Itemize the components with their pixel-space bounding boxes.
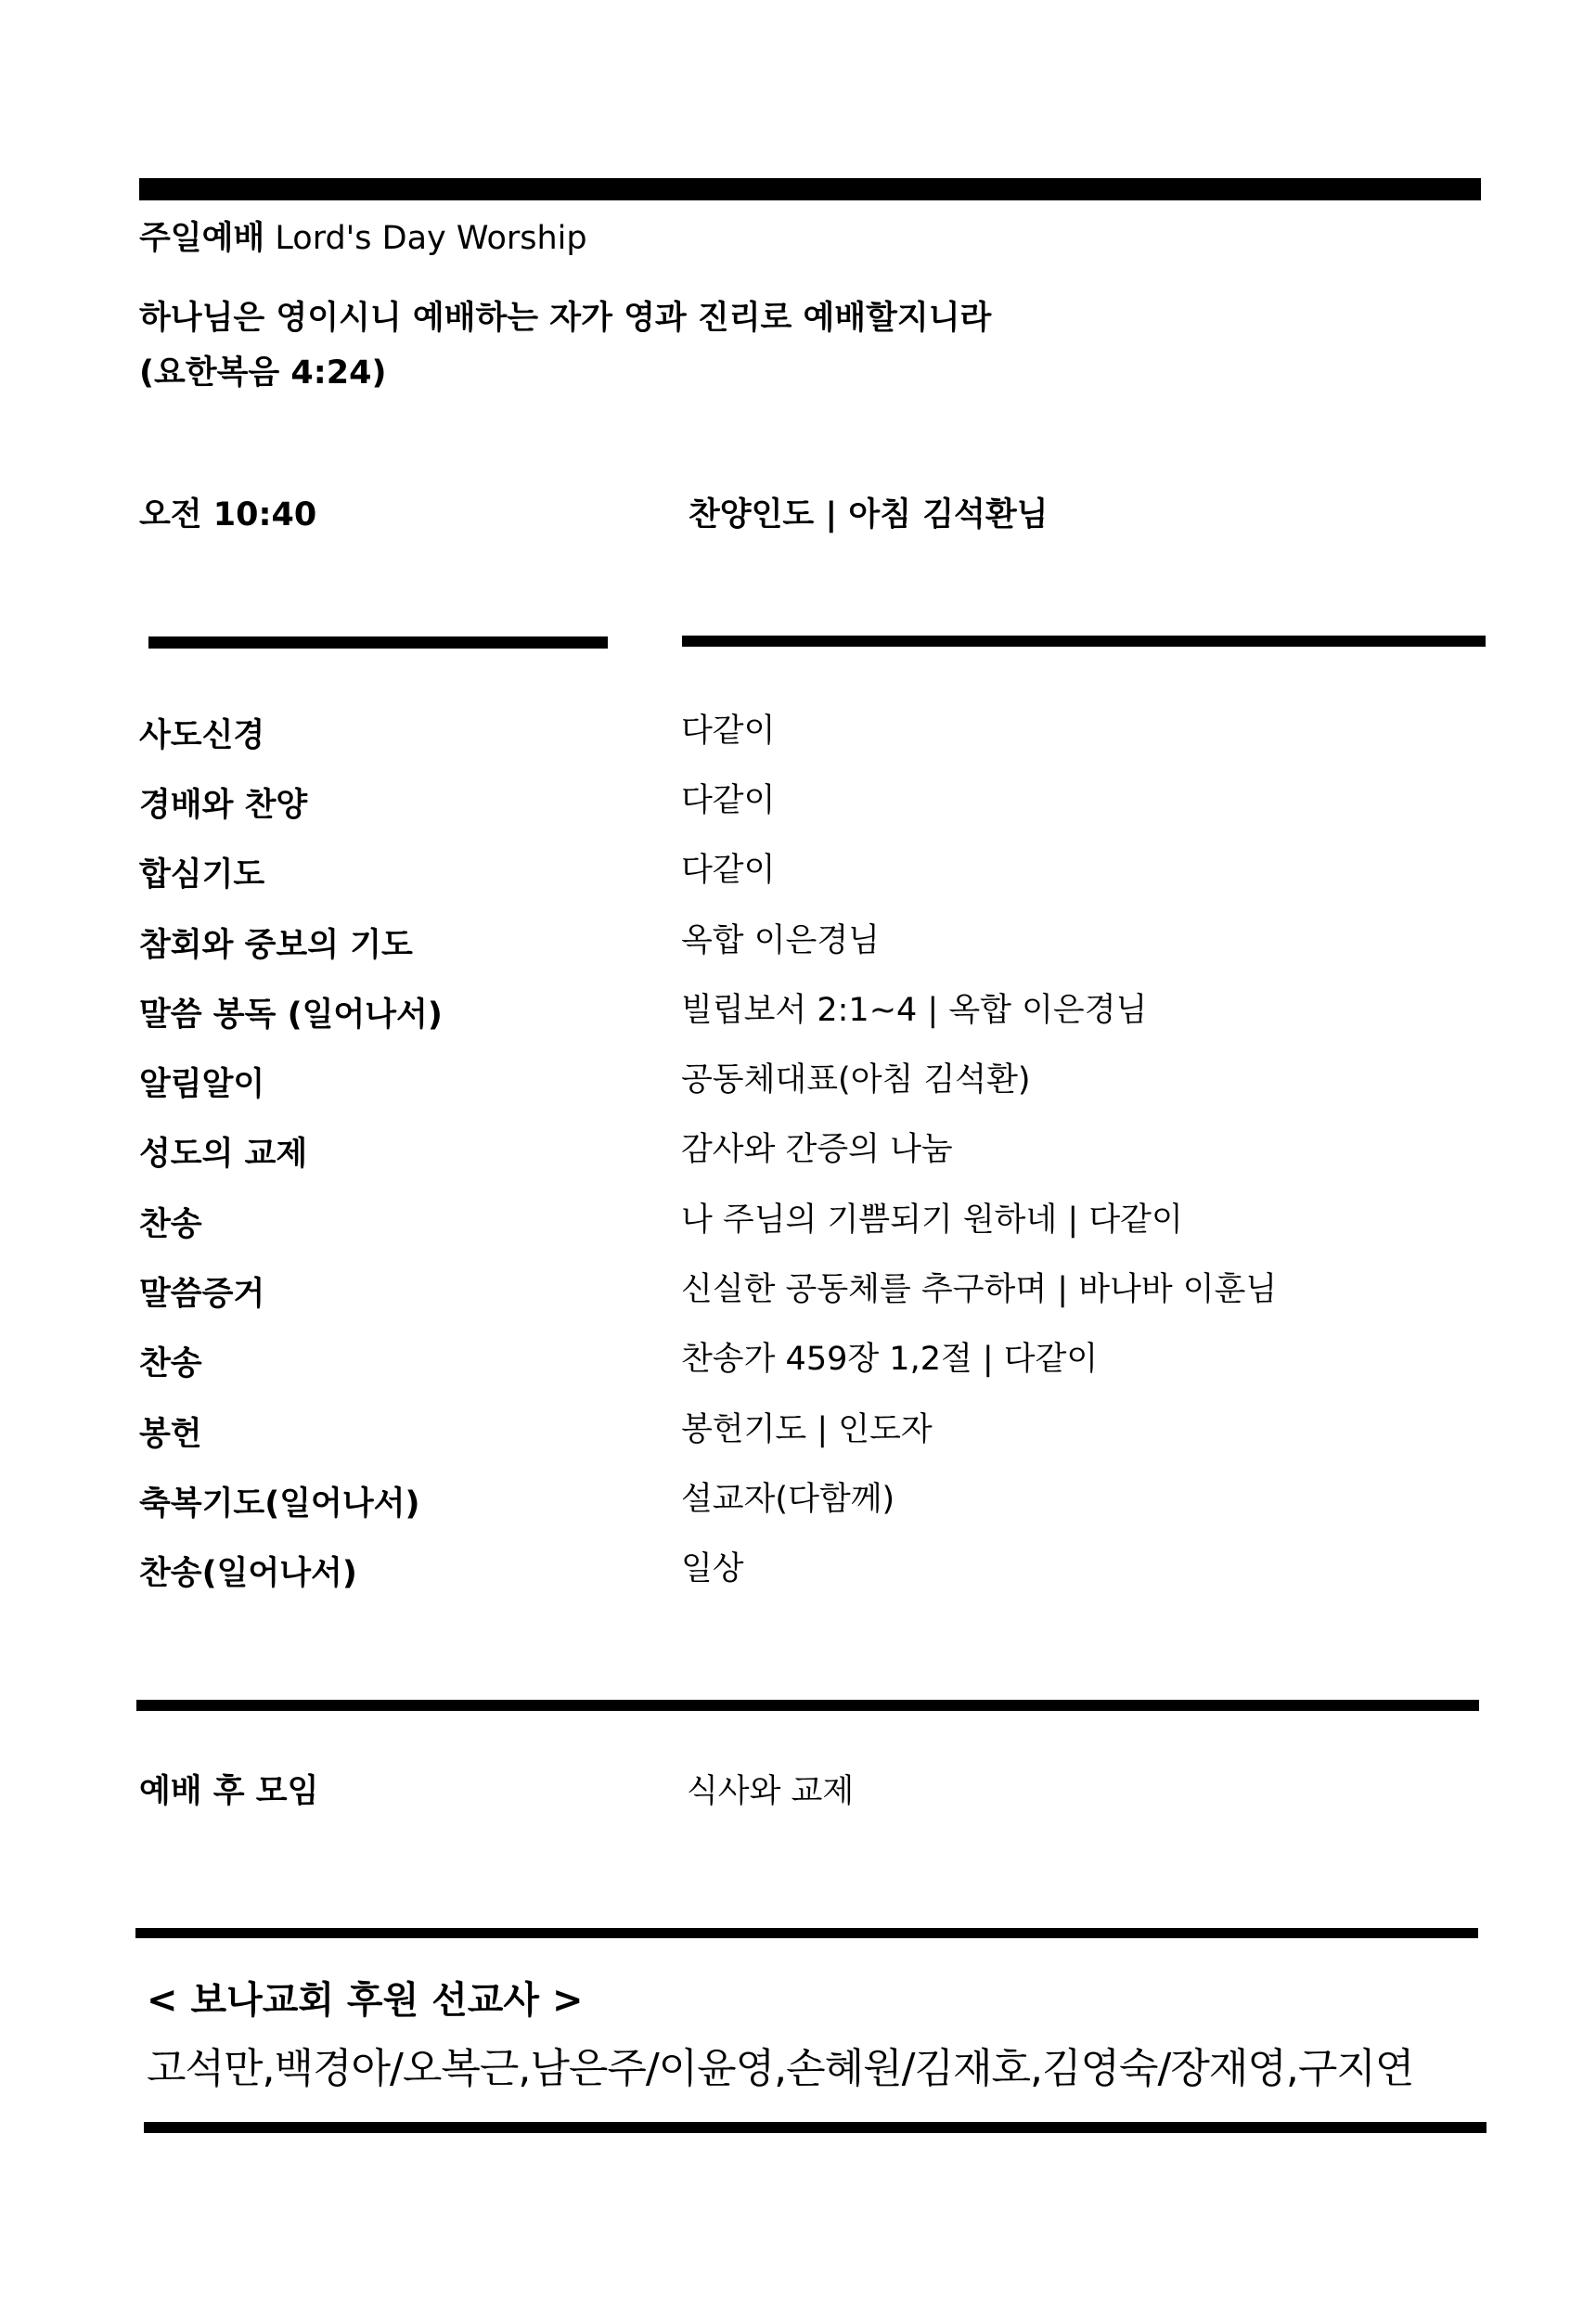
order-value: 설교자(다함께) bbox=[681, 1481, 895, 1518]
order-label: 성도의 교제 bbox=[139, 1136, 308, 1173]
order-value: 다같이 bbox=[681, 852, 776, 889]
order-label: 봉헌 bbox=[139, 1416, 202, 1453]
title-english: Lord's Day Worship bbox=[275, 220, 587, 257]
order-label: 찬송 bbox=[139, 1206, 202, 1243]
order-label: 경배와 찬양 bbox=[139, 787, 308, 824]
top-divider bbox=[139, 178, 1481, 200]
order-value: 옥합 이은경님 bbox=[681, 922, 880, 959]
order-label: 찬송 bbox=[139, 1345, 202, 1382]
divider bbox=[136, 1700, 1479, 1711]
service-time: 오전 10:40 bbox=[139, 496, 317, 533]
order-value: 다같이 bbox=[681, 713, 776, 750]
after-service-value: 식사와 교제 bbox=[687, 1773, 855, 1810]
left-divider bbox=[148, 636, 608, 649]
order-value: 감사와 간증의 나눔 bbox=[681, 1131, 953, 1168]
scripture-line-1: 하나님은 영이시니 예배하는 자가 영과 진리로 예배할지니라 bbox=[139, 300, 992, 337]
order-label: 말씀증거 bbox=[139, 1276, 265, 1313]
worship-leader: 찬양인도 | 아침 김석환님 bbox=[689, 496, 1049, 533]
order-value: 빌립보서 2:1~4 | 옥합 이은경님 bbox=[681, 992, 1148, 1029]
missionaries-names: 고석만,백경아/오복근,남은주/이윤영,손혜원/김재호,김영숙/장재영,구지연 bbox=[147, 2045, 1414, 2092]
page-title bbox=[139, 220, 587, 257]
order-label: 알림알이 bbox=[139, 1066, 265, 1103]
order-label: 합심기도 bbox=[139, 856, 265, 893]
order-label: 찬송(일어나서) bbox=[139, 1555, 357, 1592]
order-value: 나 주님의 기쁨되기 원하네 | 다같이 bbox=[681, 1202, 1183, 1239]
divider bbox=[135, 1928, 1478, 1938]
after-service-label: 예배 후 모임 bbox=[139, 1773, 319, 1810]
order-label: 참회와 중보의 기도 bbox=[139, 927, 413, 964]
order-value: 일상 bbox=[681, 1550, 744, 1588]
title-korean: 주일예배 bbox=[139, 220, 265, 257]
order-label: 축복기도(일어나서) bbox=[139, 1485, 420, 1523]
order-label: 말씀 봉독 (일어나서) bbox=[139, 996, 443, 1034]
order-value: 신실한 공동체를 추구하며 | 바나바 이훈님 bbox=[681, 1271, 1278, 1308]
scripture-line-2: (요한복음 4:24) bbox=[139, 354, 387, 392]
bottom-divider bbox=[144, 2122, 1487, 2133]
order-value: 공동체대표(아침 김석환) bbox=[681, 1061, 1031, 1099]
order-value: 찬송가 459장 1,2절 | 다같이 bbox=[681, 1341, 1099, 1378]
right-divider bbox=[682, 636, 1486, 647]
missionaries-heading: < 보나교회 후원 선교사 > bbox=[147, 1979, 584, 2022]
order-value: 다같이 bbox=[681, 782, 776, 819]
order-label: 사도신경 bbox=[139, 717, 265, 754]
order-value: 봉헌기도 | 인도자 bbox=[681, 1411, 933, 1448]
